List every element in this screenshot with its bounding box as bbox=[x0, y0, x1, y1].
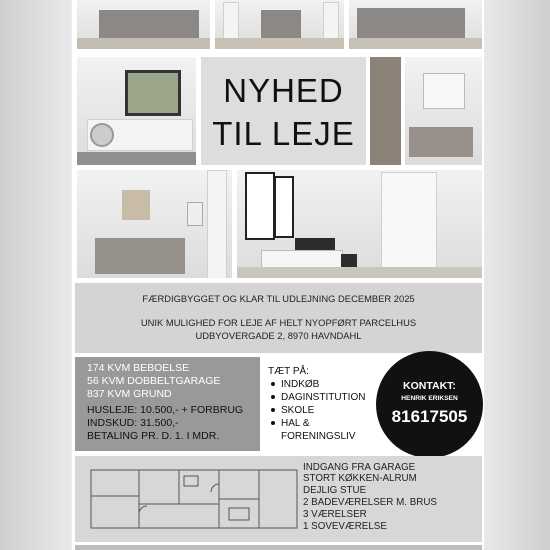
feature-item: INDGANG FRA GARAGE bbox=[303, 462, 416, 473]
bullet-icon bbox=[271, 395, 275, 399]
right-shadow bbox=[482, 0, 550, 550]
door-photo bbox=[370, 57, 401, 165]
title-panel bbox=[201, 57, 366, 165]
kitchen-photo-3 bbox=[349, 0, 482, 49]
contact-label: KONTAKT: bbox=[403, 380, 456, 392]
nearby-item: HAL & bbox=[271, 418, 310, 429]
kitchen-photo-1 bbox=[77, 0, 210, 49]
bathroom-photo-1 bbox=[405, 57, 482, 165]
bullet-icon bbox=[271, 382, 275, 386]
garage-area: 56 KVM DOBBELTGARAGE bbox=[87, 375, 221, 387]
feature-item: 2 BADEVÆRELSER M. BRUS bbox=[303, 497, 437, 508]
rent: HUSLEJE: 10.500,- + FORBRUG bbox=[87, 404, 244, 416]
specs-panel bbox=[75, 357, 260, 451]
floor-plan-panel bbox=[75, 456, 482, 542]
bullet-icon bbox=[271, 408, 275, 412]
feature-item: 1 SOVEVÆRELSE bbox=[303, 521, 387, 532]
nearby-item: INDKØB bbox=[271, 379, 319, 390]
feature-item: STORT KØKKEN-ALRUM bbox=[303, 473, 417, 484]
left-shadow bbox=[0, 0, 70, 550]
title-line-2: TIL LEJE bbox=[212, 115, 355, 152]
nearby-item: FORENINGSLIV bbox=[281, 431, 356, 442]
nearby-item: DAGINSTITUTION bbox=[271, 392, 365, 403]
bedroom-photo bbox=[237, 170, 482, 278]
bullet-icon bbox=[271, 421, 275, 425]
contact-name: HENRIK ERIKSEN bbox=[401, 395, 458, 402]
plot-area: 837 KVM GRUND bbox=[87, 388, 172, 400]
feature-item: 3 VÆRELSER bbox=[303, 509, 367, 520]
deposit: INDSKUD: 31.500,- bbox=[87, 417, 179, 429]
info-band bbox=[75, 283, 482, 353]
nearby-title: TÆT PÅ: bbox=[268, 366, 309, 377]
nearby-item: SKOLE bbox=[271, 405, 314, 416]
living-area: 174 KVM BEBOELSE bbox=[87, 362, 190, 374]
title-line-1: NYHED bbox=[223, 72, 344, 109]
bottom-photo-strip bbox=[75, 545, 482, 550]
contact-phone[interactable]: 81617505 bbox=[391, 407, 468, 426]
opportunity-text: UNIK MULIGHED FOR LEJE AF HELT NYOPFØRT PARCELHUS bbox=[140, 317, 417, 328]
completion-text: FÆRDIGBYGGET OG KLAR TIL UDLEJNING DECEMBER 2025 bbox=[142, 293, 415, 304]
floor-plan-drawing bbox=[89, 464, 299, 534]
contact-badge bbox=[376, 351, 483, 458]
address-text: UDBYOVERGADE 2, 8970 HAVNDAHL bbox=[195, 330, 362, 341]
feature-item: DEJLIG STUE bbox=[303, 485, 367, 496]
kitchen-photo-2 bbox=[215, 0, 344, 49]
bathroom-photo-2 bbox=[77, 170, 232, 278]
payment-terms: BETALING PR. D. 1. I MDR. bbox=[87, 430, 220, 442]
utility-room-photo bbox=[77, 57, 196, 165]
